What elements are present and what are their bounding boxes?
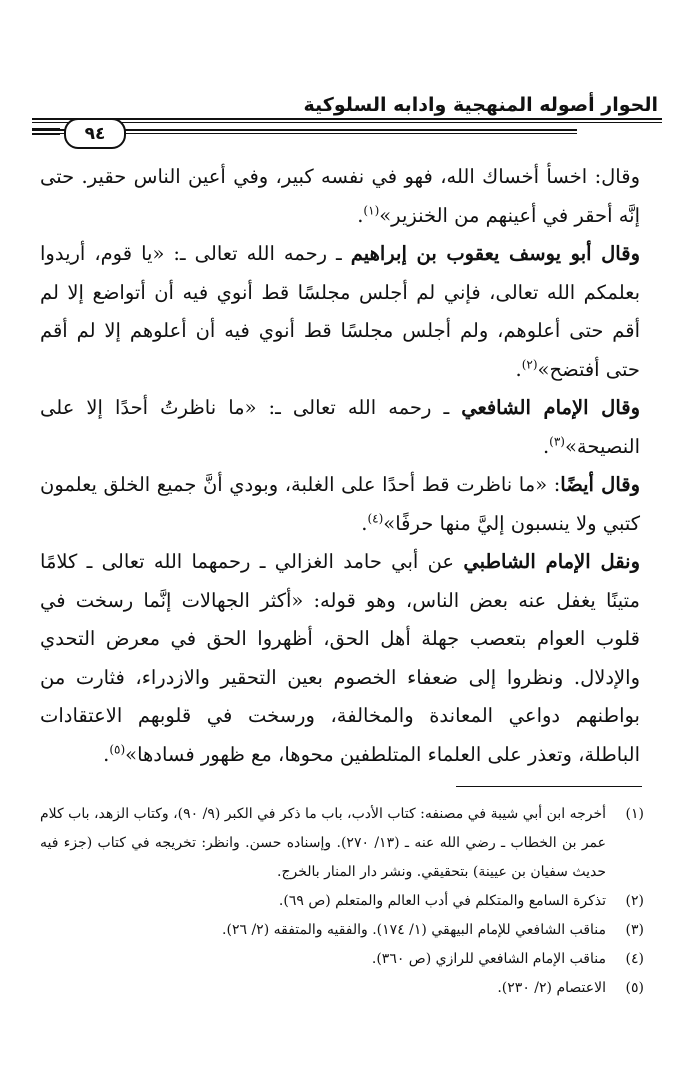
speaker-name: ونقل الإمام الشاطبي — [463, 550, 641, 573]
footnote-ref[interactable]: (١) — [363, 203, 380, 217]
footnote-ref[interactable]: (٤) — [367, 511, 384, 525]
paragraph-2 — [40, 235, 640, 389]
main-text — [40, 158, 640, 774]
paragraph-end: . — [361, 511, 368, 535]
footnote — [40, 974, 644, 1003]
paragraph-end: . — [103, 742, 110, 766]
footnote-text: الاعتصام (٢/ ٢٣٠). — [497, 980, 606, 996]
footnote-text: مناقب الإمام الشافعي للرازي (ص ٣٦٠). — [371, 951, 606, 967]
paragraph-text: ـ رحمه الله تعالى ـ: «ما ناظرتُ أحدًا إلا على النصيحة» — [40, 396, 640, 458]
speaker-name: وقال أبو يوسف يعقوب بن إبراهيم — [350, 242, 640, 265]
paragraph-end: . — [357, 203, 364, 227]
footnote-number: (٤) — [625, 951, 644, 967]
footnote-ref[interactable]: (٢) — [521, 357, 538, 371]
paragraph-5 — [40, 543, 640, 774]
speaker-name: وقال أيضًا — [560, 473, 640, 496]
footnote-number: (١) — [625, 806, 644, 822]
footnote-text: أخرجه ابن أبي شيبة في مصنفه: كتاب الأدب، باب ما ذكر في الكبر (٩/ ٩٠)، وكتاب الزهد، باب كلام عمر بن الخطاب ـ رضي الله عنه ـ (١٣/ ٢٧٠). وإسناده حسن. وانظر: تخريجه في كتاب (جزء فيه حديث سفيان بن عيينة) بتحقيقي. ونشر دار المنار بالخرج. — [40, 806, 607, 880]
footnote-ref[interactable]: (٥) — [109, 742, 126, 756]
paragraph-end: . — [515, 357, 522, 381]
footnote-number: (٥) — [625, 980, 644, 996]
footnote-separator — [456, 786, 642, 787]
paragraph-text: عن أبي حامد الغزالي ـ رحمهما الله تعالى ـ كلامًا متينًا يغفل عنه بعض الناس، وهو قوله: «أكثر الجهالات إنَّما رسخت في قلوب العوام بتعصب جهلة أهل الحق، أظهروا الحق في معرض التحدي والإدلال. ونظروا إلى ضعفاء الخصوم بعين التحقير والازدراء، فثارت من بواطنهم دواعي المعاندة والمخالفة، ورسخت في قلوبهم الاعتقادات الباطلة، وتعذر على العلماء المتلطفين محوها، مع ظهور فسادها» — [40, 550, 640, 766]
footnote — [40, 887, 644, 916]
speaker-name: وقال الإمام الشافعي — [461, 396, 640, 419]
footnote-number: (٣) — [625, 922, 644, 938]
paragraph-text: ـ رحمه الله تعالى ـ: «يا قوم، أريدوا بعلمكم الله تعالى، فإني لم أجلس مجلسًا قط أنوي فيه أن أتواضع إلا لم أقم حتى أعلوهم، ولم أجلس مجلسًا قط أنوي فيه أن أعلوهم إلا لم أقم حتى أفتضح» — [40, 242, 640, 381]
footnote — [40, 916, 644, 945]
footnote-text: تذكرة السامع والمتكلم في أدب العالم والمتعلم (ص ٦٩). — [278, 893, 606, 909]
running-title: الحوار أصوله المنهجية وادابه السلوكية — [303, 94, 658, 116]
footnote-number: (٢) — [625, 893, 644, 909]
header-rule-thin — [32, 122, 662, 123]
footnote-ref[interactable]: (٣) — [549, 434, 565, 448]
footnote-text: مناقب الشافعي للإمام البيهقي (١/ ١٧٤). والفقيه والمتفقه (٢/ ٢٦). — [222, 922, 606, 938]
footnote — [40, 945, 644, 974]
page-header — [32, 88, 662, 148]
paragraph-text: : «ما ناظرت قط أحدًا على الغلبة، وبودي أنَّ جميع الخلق يعلمون كتبي ولا ينسبون إليَّ منها حرفًا» — [40, 473, 640, 535]
paragraph-text: وقال: اخسأ أخساك الله، فهو في نفسه كبير، وفي أعين الناس حقير. حتى إنَّه أحقر في أعينهم من الخنزير» — [40, 165, 640, 227]
page-number: ٩٤ — [64, 118, 126, 149]
paragraph-3 — [40, 389, 640, 466]
footnotes — [40, 800, 644, 1003]
footnote — [40, 800, 644, 887]
header-ornament — [32, 128, 60, 138]
paragraph-1 — [40, 158, 640, 235]
paragraph-4 — [40, 466, 640, 543]
header-rule — [32, 118, 662, 120]
paragraph-end: . — [542, 434, 550, 458]
